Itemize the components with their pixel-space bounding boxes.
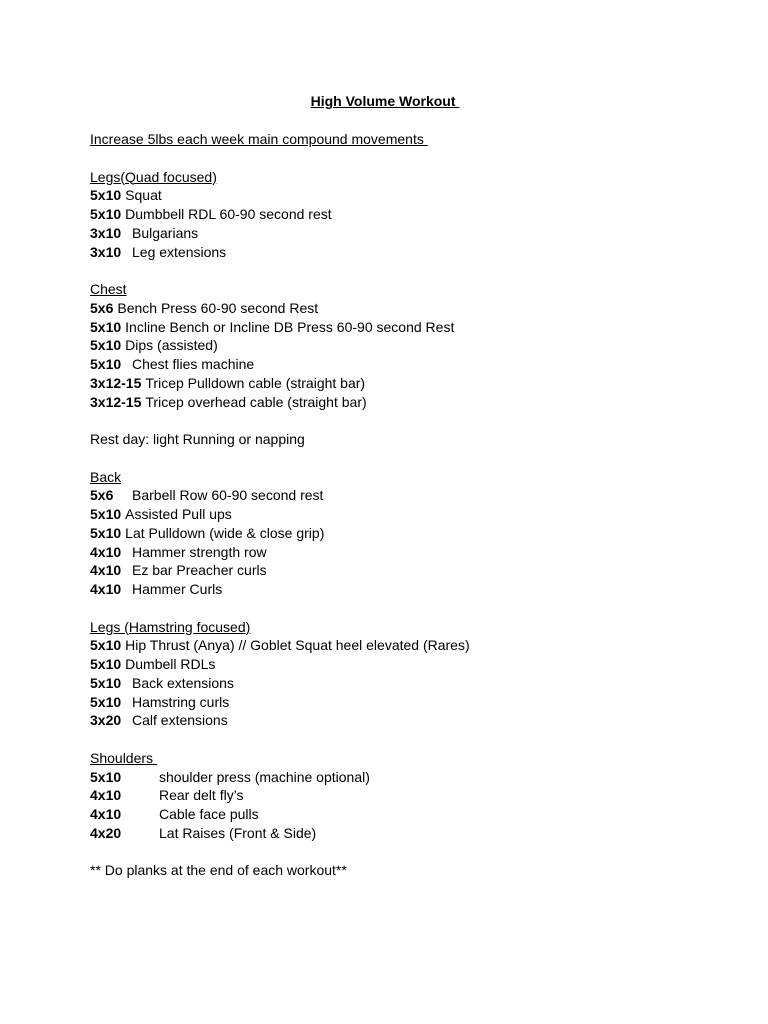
exercise-name: Dumbbell RDL 60-90 second rest	[125, 206, 332, 222]
document-title: High Volume Workout	[310, 93, 460, 109]
exercise-name: Lat Raises (Front & Side)	[159, 824, 317, 841]
exercise-row	[90, 674, 730, 693]
sets-reps: 4x10	[90, 581, 122, 597]
sets-reps: 4x20	[90, 824, 122, 841]
exercise-row	[90, 561, 730, 580]
sets-reps: 3x12-15	[90, 374, 142, 391]
exercise-name: Ez bar Preacher curls	[132, 562, 267, 579]
sets-reps: 5x10	[90, 768, 122, 785]
exercise-row	[90, 505, 730, 524]
exercise-name: Hamstring curls	[132, 693, 230, 710]
exercise-name: Hammer strength row	[132, 543, 267, 560]
exercise-row	[90, 224, 730, 243]
exercise-name: shoulder press (machine optional)	[159, 768, 370, 785]
exercise-row	[90, 543, 730, 562]
sets-reps: 3x12-15	[90, 393, 142, 410]
exercise-name: Bench Press 60-90 second Rest	[117, 299, 319, 316]
exercise-name: Rear delt fly’s	[159, 787, 244, 804]
exercise-row	[90, 393, 730, 412]
exercise-row	[90, 824, 730, 843]
sets-reps: 4x10	[90, 562, 122, 579]
exercise-name: Hip Thrust (Anya) // Goblet Squat heel elevated (Rares)	[125, 637, 470, 654]
sets-reps: 5x10	[90, 337, 122, 354]
sets-reps: 5x10	[90, 206, 122, 222]
spacer	[90, 149, 730, 168]
exercise-name: Back extensions	[132, 674, 234, 691]
exercise-row	[90, 636, 730, 655]
section-heading-back: Back	[90, 468, 122, 485]
sets-reps: 4x10	[90, 806, 122, 822]
spacer	[90, 411, 730, 430]
exercise-row	[90, 711, 730, 730]
sets-reps: 5x10	[90, 506, 122, 522]
sets-reps: 5x10	[90, 524, 122, 541]
sets-reps: 5x10	[90, 674, 122, 691]
exercise-row	[90, 805, 730, 824]
sets-reps: 5x6	[90, 299, 114, 316]
rest-day-text: Rest day: light Running or napping	[90, 431, 305, 447]
sets-reps: 3x10	[90, 243, 122, 260]
sets-reps: 5x10	[90, 656, 122, 672]
exercise-name: Hammer Curls	[132, 581, 223, 597]
exercise-name: Bulgarians	[132, 224, 199, 241]
exercise-row	[90, 786, 730, 805]
sets-reps: 5x6	[90, 487, 114, 504]
exercise-row	[90, 693, 730, 712]
exercise-name: Incline Bench or Incline DB Press 60-90 second Rest	[125, 318, 455, 335]
exercise-name: Assisted Pull ups	[125, 506, 232, 522]
sets-reps: 5x10	[90, 637, 122, 654]
exercise-row	[90, 374, 730, 393]
spacer	[90, 449, 730, 468]
section-heading-shoulders: Shoulders	[90, 749, 157, 766]
spacer	[90, 599, 730, 618]
exercise-row	[90, 355, 730, 374]
intro-text: Increase 5lbs each week main compound movements	[90, 131, 428, 147]
exercise-row	[90, 768, 730, 787]
exercise-name: Dips (assisted)	[125, 337, 218, 354]
section-heading-legs-hamstring: Legs (Hamstring focused)	[90, 618, 251, 635]
exercise-name: Lat Pulldown (wide & close grip)	[125, 524, 325, 541]
spacer	[90, 261, 730, 280]
exercise-row	[90, 243, 730, 262]
exercise-row	[90, 186, 730, 205]
sets-reps: 5x10	[90, 187, 122, 204]
exercise-row	[90, 299, 730, 318]
sets-reps: 5x10	[90, 356, 122, 372]
sets-reps: 4x10	[90, 543, 122, 560]
section-heading-chest: Chest	[90, 281, 127, 297]
exercise-row	[90, 318, 730, 337]
exercise-row	[90, 486, 730, 505]
exercise-row	[90, 655, 730, 674]
spacer	[90, 843, 730, 862]
sets-reps: 3x10	[90, 224, 122, 241]
sets-reps: 5x10	[90, 693, 122, 710]
section-heading-legs-quad: Legs(Quad focused)	[90, 168, 217, 185]
sets-reps: 5x10	[90, 318, 122, 335]
sets-reps: 3x20	[90, 712, 122, 729]
exercise-name: Dumbell RDLs	[125, 656, 216, 672]
exercise-name: Cable face pulls	[159, 806, 259, 822]
exercise-row	[90, 524, 730, 543]
footer-note: ** Do planks at the end of each workout**	[90, 862, 347, 879]
exercise-name: Squat	[125, 187, 162, 204]
sets-reps: 4x10	[90, 787, 122, 804]
exercise-name: Calf extensions	[132, 712, 228, 729]
spacer	[90, 730, 730, 749]
exercise-name: Leg extensions	[132, 243, 227, 260]
exercise-name: Tricep Pulldown cable (straight bar)	[145, 374, 366, 391]
exercise-row	[90, 336, 730, 355]
exercise-name: Barbell Row 60-90 second rest	[132, 487, 324, 504]
exercise-name: Chest flies machine	[132, 356, 255, 372]
exercise-row	[90, 205, 730, 224]
exercise-row	[90, 580, 730, 599]
exercise-name: Tricep overhead cable (straight bar)	[145, 393, 367, 410]
document-body	[90, 130, 730, 880]
